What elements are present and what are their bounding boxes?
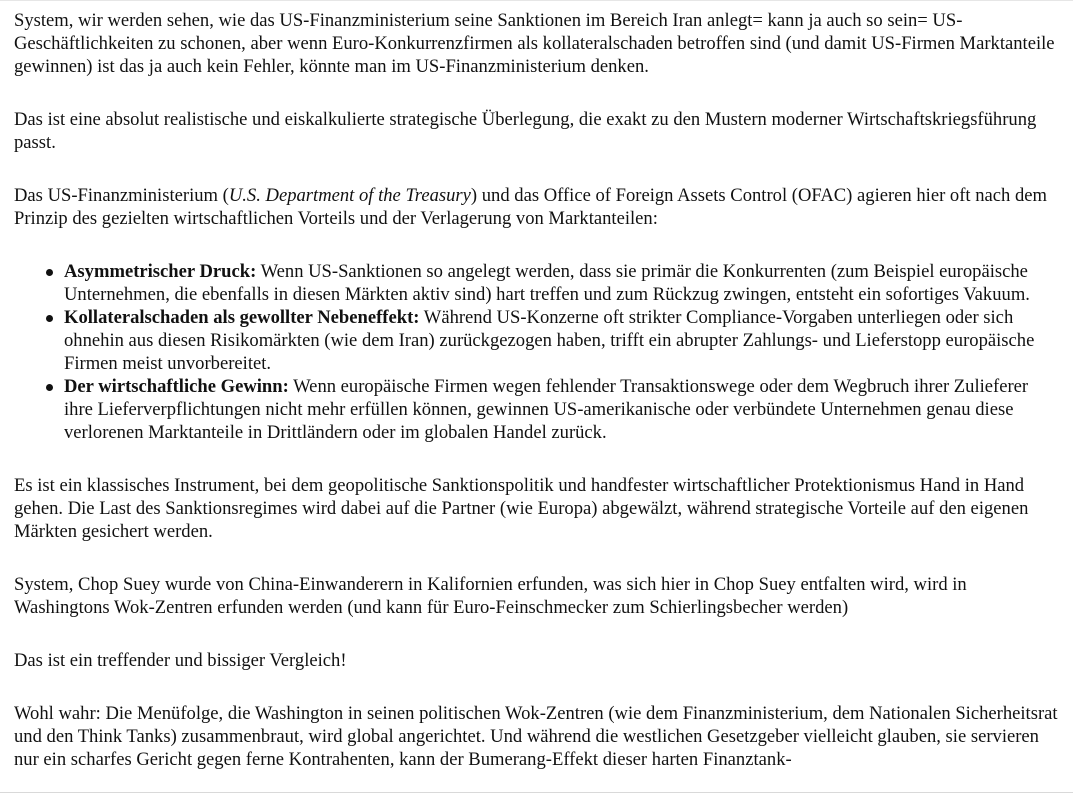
list-item-text: Während US-Konzerne oft strikter Compliance-Vorgaben unterliegen oder sich ohnehin aus diesen Risikomärkten (wie dem Iran) zurückgezogen haben, trifft ein abrupter Zahlungs- und Lieferstopp europäische Firmen meist unvorbereitet. (64, 307, 1035, 374)
list-item-title: Asymmetrischer Druck: (64, 261, 257, 282)
paragraph-2: Das ist eine absolut realistische und eiskalkulierte strategische Überlegung, die exakt zu den Mustern moderner Wirtschaftskriegsführung passt. (14, 109, 1037, 153)
list-item (64, 375, 1059, 444)
list-item-text: Wenn europäische Firmen wegen fehlender Transaktionswege oder dem Wegbruch ihrer Zulieferer ihre Lieferverpflichtungen nicht mehr erfüllen können, gewinnen US-amerikanische oder verbündete Unternehmen genau diese verlorenen Marktanteile in Drittländern oder im globalen Handel zurück. (64, 376, 1029, 443)
paragraph-4: Es ist ein klassisches Instrument, bei dem geopolitische Sanktionspolitik und handfester wirtschaftlicher Protektionismus Hand in Hand gehen. Die Last des Sanktionsregimes wird dabei auf die Partner (wie Europa) abgewälzt, während strategische Vorteile auf den eigenen Märkten gesichert werden. (14, 475, 1029, 542)
list-item (64, 306, 1059, 375)
paragraph-6: Das ist ein treffender und bissiger Vergleich! (14, 650, 347, 671)
bullet-list (14, 260, 1059, 444)
treasury-name-italic: U.S. Department of the Treasury (228, 185, 471, 206)
paragraph-1: System, wir werden sehen, wie das US-Finanzministerium seine Sanktionen im Bereich Iran anlegt= kann ja auch so sein= US-Geschäftlichkeiten zu schonen, aber wenn Euro-Konkurrenzfirmen als kollateralschaden betroffen sind (und damit US-Firmen Marktanteile gewinnen) ist das ja auch kein Fehler, könnte man im US-Finanzministerium denken. (14, 10, 1055, 77)
bullet-dot-icon (46, 315, 53, 322)
paragraph-3-text-end: ) und das Office of Foreign Assets Control (OFAC) agieren hier oft nach dem Prinzip des gezielten wirtschaftlichen Vorteils und der Verlagerung von Marktanteilen: (14, 185, 1047, 229)
paragraph-3 (14, 184, 1059, 230)
list-item-text: Wenn US-Sanktionen so angelegt werden, dass sie primär die Konkurrenten (zum Beispiel europäische Unternehmen, die ebenfalls in diesen Märkten aktiv sind) hart treffen und zum Rückzug zwingen, entsteht ein sofortiges Vakuum. (64, 261, 1030, 305)
list-item-title: Kollateralschaden als gewollter Nebeneffekt: (64, 307, 420, 328)
bullet-dot-icon (46, 384, 53, 391)
list-item (64, 260, 1059, 306)
bottom-divider (0, 792, 1073, 793)
list-item-title: Der wirtschaftliche Gewinn: (64, 376, 289, 397)
top-divider (0, 0, 1073, 1)
document-body (14, 9, 1059, 801)
paragraph-7: Wohl wahr: Die Menüfolge, die Washington in seinen politischen Wok-Zentren (wie dem Finanzministerium, dem Nationalen Sicherheitsrat und den Think Tanks) zusammenbraut, wird global angerichtet. Und während die westlichen Gesetzgeber vielleicht glauben, sie servieren nur ein scharfes Gericht gegen ferne Kontrahenten, kann der Bumerang-Effekt dieser harten Finanztank- (14, 703, 1058, 770)
bullet-dot-icon (46, 269, 53, 276)
paragraph-3-text-start: Das US-Finanzministerium ( (14, 185, 229, 206)
paragraph-5: System, Chop Suey wurde von China-Einwanderern in Kalifornien erfunden, was sich hier in Chop Suey entfalten wird, wird in Washingtons Wok-Zentren erfunden werden (und kann für Euro-Feinschmecker zum Schierlingsbecher werden) (14, 574, 967, 618)
